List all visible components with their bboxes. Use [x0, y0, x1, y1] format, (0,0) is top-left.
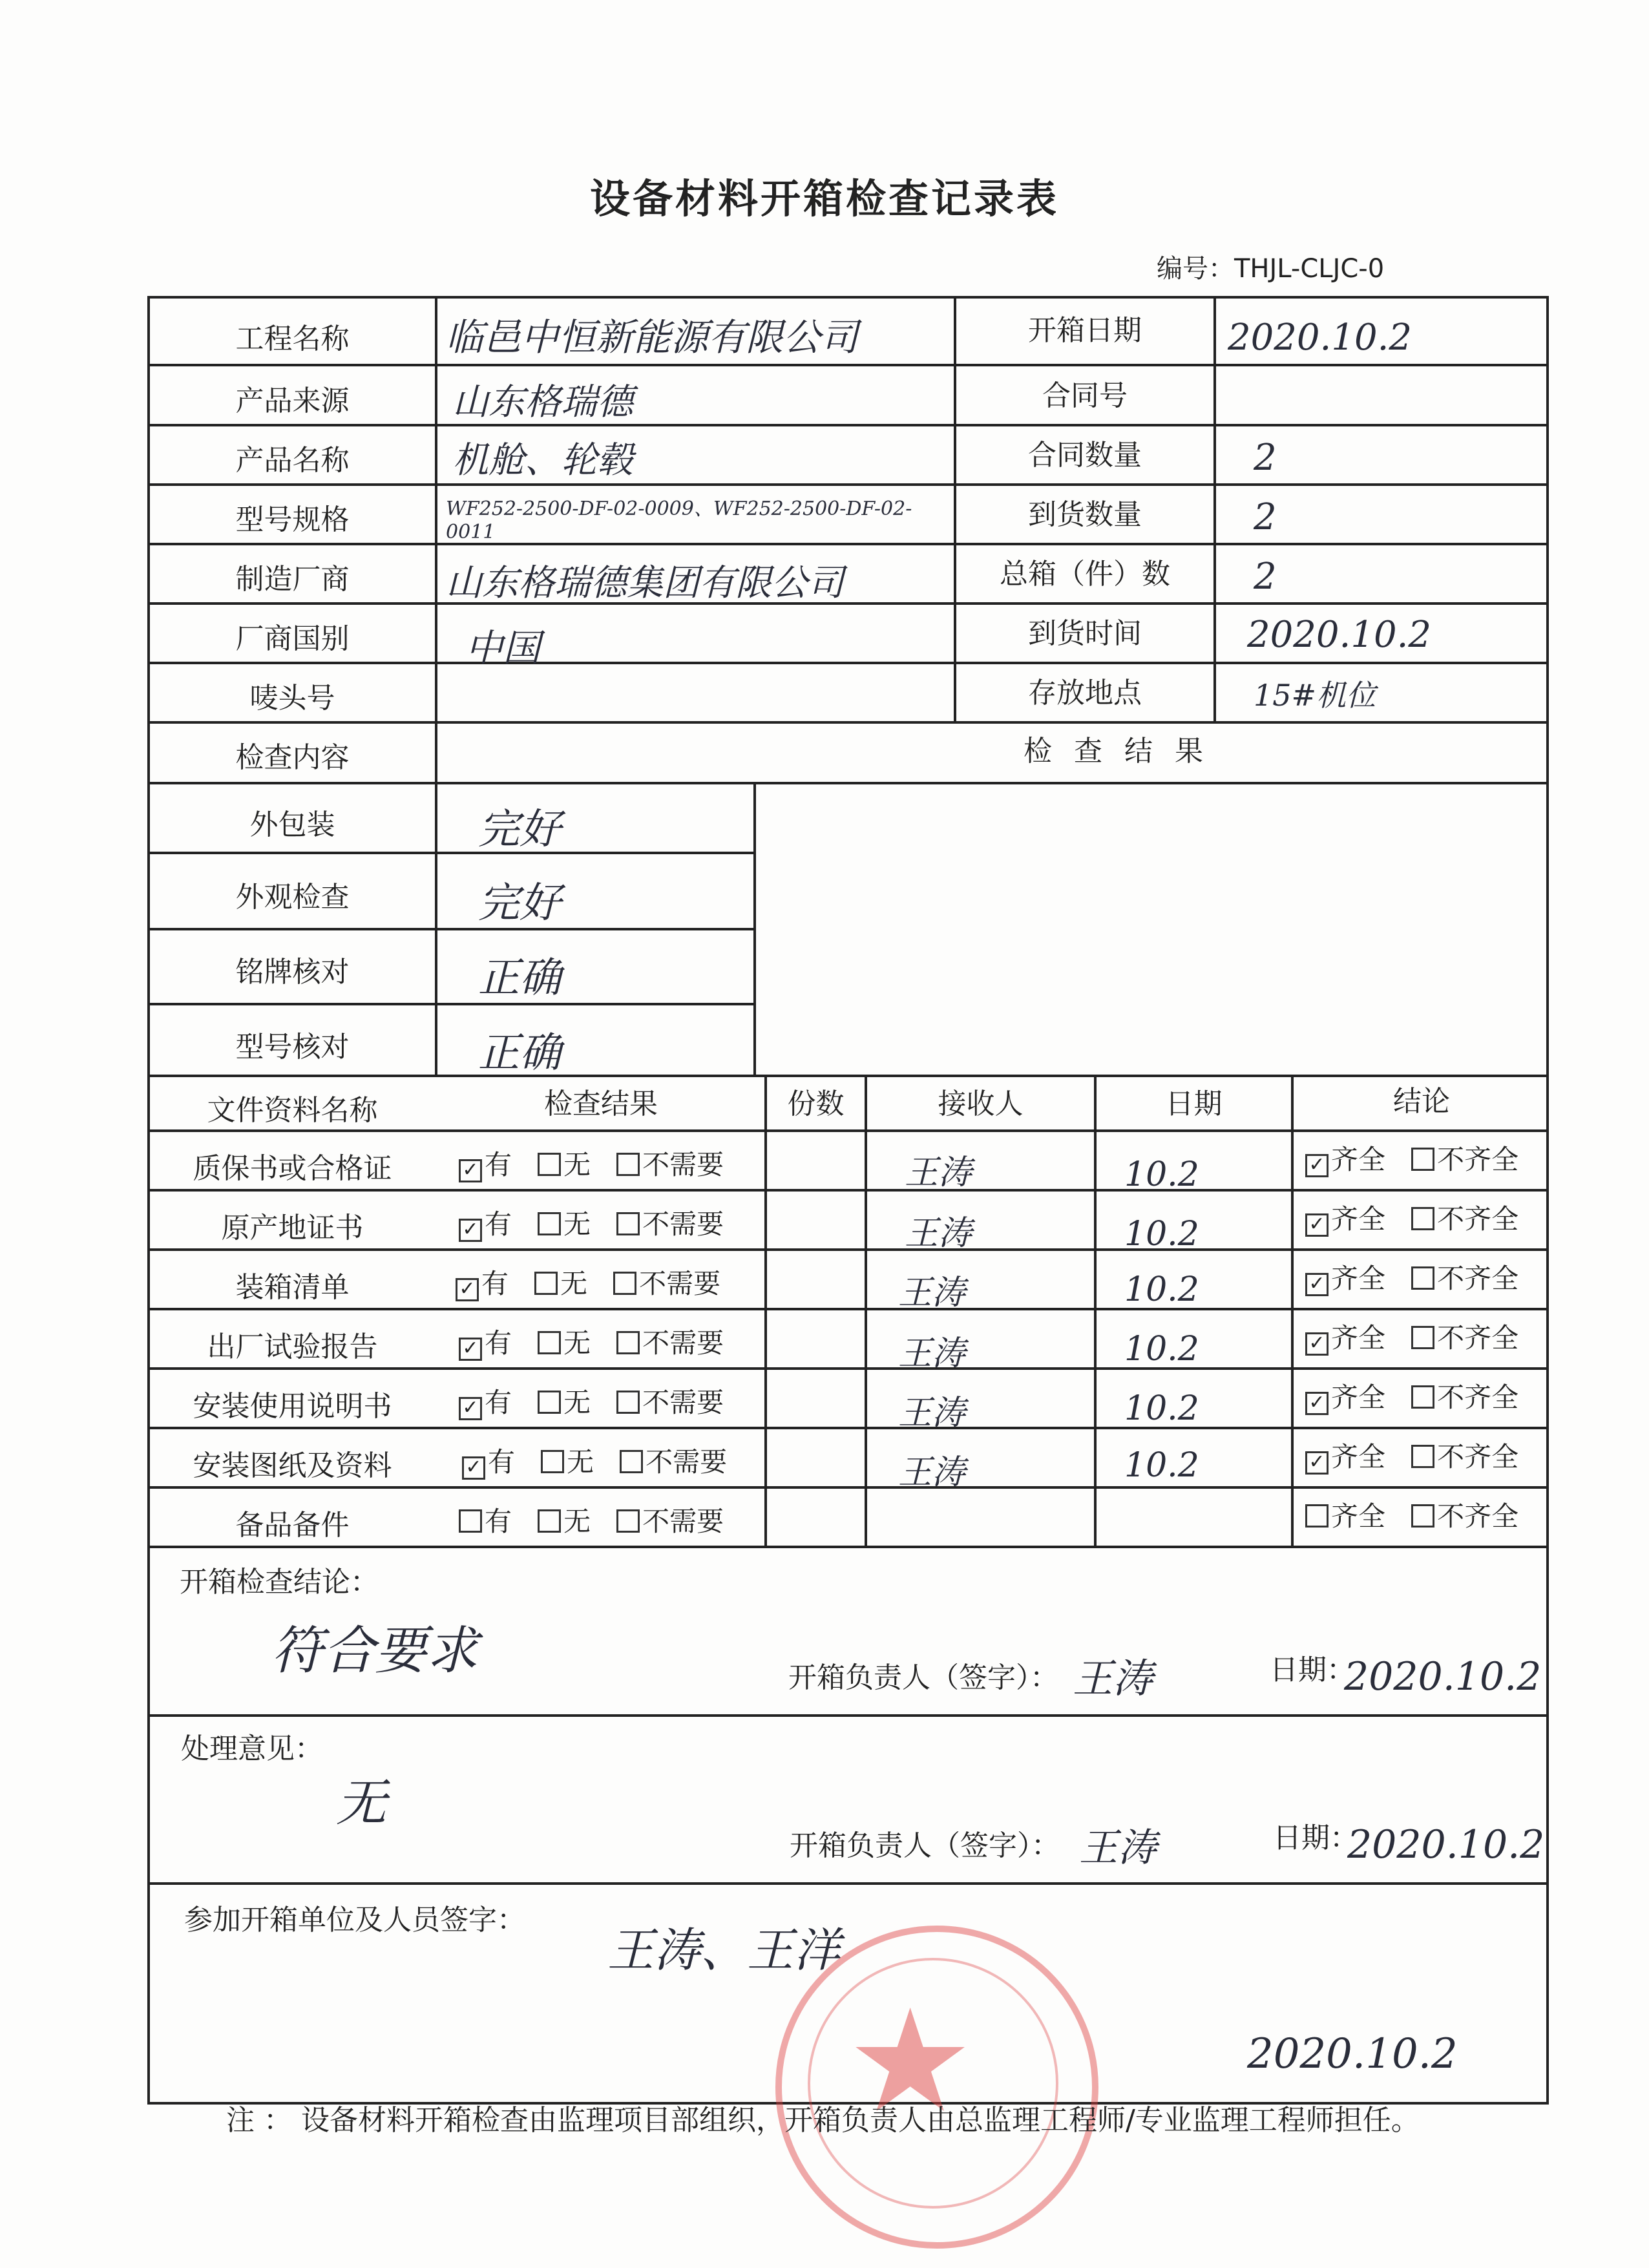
model-spec-label: 型号规格: [235, 503, 350, 536]
manufacturer-label: 制造厂商: [235, 563, 350, 596]
opinion-date-value: 2020.10.2: [1347, 1822, 1545, 1867]
doc-row-factory-test: 出厂试验报告: [207, 1330, 378, 1363]
participants-signatures: 王涛、王洋: [607, 1923, 841, 1977]
incomplete-checkbox[interactable]: [1411, 1266, 1434, 1290]
receiver-value: 王涛: [898, 1274, 966, 1312]
conclusion-date-value: 2020.10.2: [1344, 1654, 1542, 1699]
storage-location-label: 存放地点: [1028, 677, 1142, 709]
conclusion-options: ✓ 齐全 不齐全: [1305, 1376, 1518, 1415]
total-cases-label: 总箱（件）数: [1000, 558, 1170, 591]
none-checkbox[interactable]: [534, 1272, 558, 1295]
conclusion-options: ✓ 齐全 不齐全: [1305, 1317, 1518, 1356]
not-needed-checkbox[interactable]: [620, 1450, 643, 1473]
nameplate-check-value: 正确: [478, 954, 561, 1002]
doc-row-quality-cert: 质保书或合格证: [193, 1152, 392, 1185]
check-options: ✓ 有 无 不需要: [462, 1441, 727, 1480]
inspection-content-label: 检查内容: [235, 741, 350, 774]
doc-row-origin-cert: 原产地证书: [221, 1212, 364, 1244]
date-header: 日期: [1165, 1087, 1223, 1120]
check-options: ✓ 有 无 不需要: [459, 1381, 724, 1420]
arrival-time-label: 到货时间: [1028, 617, 1142, 650]
product-source-value: 山东格瑞德: [452, 381, 633, 423]
appearance-check-value: 完好: [478, 879, 561, 927]
complete-checkbox[interactable]: ✓: [1305, 1392, 1329, 1415]
seal-star-icon: ★: [846, 1979, 974, 2144]
not-needed-checkbox[interactable]: [616, 1212, 640, 1235]
opinion-signer-label: 开箱负责人（签字）：: [790, 1829, 1060, 1862]
have-checkbox[interactable]: ✓: [459, 1159, 482, 1182]
complete-checkbox[interactable]: ✓: [1305, 1213, 1329, 1237]
project-name-value: 临邑中恒新能源有限公司: [446, 315, 859, 359]
receiver-value: 王涛: [905, 1214, 972, 1253]
project-name-label: 工程名称: [235, 322, 350, 355]
conclusion-signer-label: 开箱负责人（签字）：: [788, 1661, 1058, 1694]
manufacturer-country-value: 中国: [465, 626, 541, 670]
have-checkbox[interactable]: ✓: [459, 1338, 482, 1361]
total-cases-value: 2: [1254, 556, 1277, 598]
complete-checkbox[interactable]: ✓: [1305, 1154, 1329, 1177]
arrival-time-value: 2020.10.2: [1247, 614, 1432, 656]
none-checkbox[interactable]: [538, 1391, 561, 1414]
none-checkbox[interactable]: [538, 1509, 561, 1533]
none-checkbox[interactable]: [541, 1450, 564, 1473]
opinion-signature: 王涛: [1079, 1825, 1157, 1871]
doc-row-install-drawings: 安装图纸及资料: [193, 1449, 392, 1482]
participants-date: 2020.10.2: [1247, 2030, 1458, 2078]
date-value: 10.2: [1124, 1389, 1199, 1428]
have-checkbox[interactable]: ✓: [459, 1219, 482, 1242]
check-result-header: 检查结果: [544, 1087, 658, 1120]
copies-header: 份数: [787, 1087, 845, 1120]
contract-quantity-label: 合同数量: [1028, 439, 1142, 472]
have-checkbox[interactable]: [459, 1509, 482, 1533]
doc-row-packing-list: 装箱清单: [235, 1271, 350, 1304]
have-checkbox[interactable]: ✓: [462, 1456, 485, 1480]
opinion-date-label: 日期：: [1273, 1822, 1358, 1854]
check-options: ✓ 有 无 不需要: [459, 1203, 724, 1242]
model-spec-value: WF252-2500-DF-02-0009、WF252-2500-DF-02-0011: [446, 498, 912, 543]
doc-row-spare-parts: 备品备件: [235, 1509, 350, 1542]
check-options: ✓ 有 无 不需要: [459, 1144, 724, 1182]
date-value: 10.2: [1124, 1215, 1199, 1254]
participants-label: 参加开箱单位及人员签字：: [184, 1904, 525, 1937]
conclusion-header: 结论: [1393, 1085, 1450, 1118]
product-name-value: 机舱、轮毂: [452, 439, 633, 481]
none-checkbox[interactable]: [538, 1212, 561, 1235]
check-options: ✓ 有 无 不需要: [456, 1263, 720, 1301]
company-seal: [775, 1926, 1098, 2249]
date-value: 10.2: [1124, 1270, 1199, 1309]
product-name-label: 产品名称: [235, 444, 350, 477]
date-value: 10.2: [1124, 1155, 1199, 1194]
storage-location-value: 15#机位: [1254, 678, 1376, 713]
not-needed-checkbox[interactable]: [616, 1153, 640, 1176]
conclusion-date-label: 日期：: [1270, 1654, 1355, 1686]
not-needed-checkbox[interactable]: [613, 1272, 636, 1295]
footer-note: 注 ： 设备材料开箱检查由监理项目部组织，开箱负责人由总监理工程师/专业监理工程师担任。: [226, 2104, 1420, 2137]
receiver-value: 王涛: [898, 1394, 966, 1433]
doc-row-install-manual: 安装使用说明书: [193, 1390, 392, 1423]
receiver-value: 王涛: [905, 1153, 972, 1192]
opinion-label: 处理意见：: [181, 1732, 323, 1765]
inspection-result-header: 检 查 结 果: [1024, 735, 1210, 768]
check-options: 有 无 不需要: [459, 1500, 724, 1539]
outer-packaging-value: 完好: [478, 806, 561, 854]
incomplete-checkbox[interactable]: [1411, 1504, 1434, 1528]
conclusion-value: 符合要求: [271, 1621, 478, 1681]
conclusion-options: 齐全 不齐全: [1305, 1495, 1518, 1534]
have-checkbox[interactable]: ✓: [459, 1397, 482, 1420]
model-check-value: 正确: [478, 1029, 561, 1077]
complete-checkbox[interactable]: [1305, 1504, 1329, 1528]
have-checkbox[interactable]: ✓: [456, 1278, 479, 1301]
form-title: 设备材料开箱检查记录表: [589, 175, 1059, 222]
conclusion-options: ✓ 齐全 不齐全: [1305, 1198, 1518, 1237]
receiver-value: 王涛: [898, 1453, 966, 1492]
conclusion-options: ✓ 齐全 不齐全: [1305, 1436, 1518, 1475]
incomplete-checkbox[interactable]: [1411, 1207, 1434, 1230]
document-number: 编号：THJL-CLJC-0: [1157, 254, 1385, 284]
delivered-quantity-value: 2: [1254, 496, 1277, 538]
conclusion-signature: 王涛: [1073, 1655, 1153, 1702]
contract-quantity-value: 2: [1254, 437, 1277, 479]
incomplete-checkbox[interactable]: [1411, 1385, 1434, 1409]
not-needed-checkbox[interactable]: [616, 1331, 640, 1354]
complete-checkbox[interactable]: ✓: [1305, 1273, 1329, 1296]
contract-number-label: 合同号: [1042, 379, 1128, 412]
outer-packaging-label: 外包装: [249, 808, 335, 841]
incomplete-checkbox[interactable]: [1411, 1445, 1434, 1468]
appearance-check-label: 外观检查: [235, 881, 350, 914]
nameplate-check-label: 铭牌核对: [235, 956, 350, 989]
complete-checkbox[interactable]: ✓: [1305, 1451, 1329, 1475]
check-options: ✓ 有 无 不需要: [459, 1322, 724, 1361]
conclusion-options: ✓ 齐全 不齐全: [1305, 1257, 1518, 1296]
incomplete-checkbox[interactable]: [1411, 1326, 1434, 1349]
delivered-quantity-label: 到货数量: [1028, 498, 1142, 531]
shipping-mark-label: 唛头号: [249, 682, 335, 715]
receiver-header: 接收人: [938, 1087, 1024, 1120]
date-value: 10.2: [1124, 1446, 1199, 1485]
unpacking-date-value: 2020.10.2: [1228, 317, 1413, 359]
conclusion-label: 开箱检查结论：: [180, 1566, 379, 1599]
none-checkbox[interactable]: [538, 1153, 561, 1176]
complete-checkbox[interactable]: ✓: [1305, 1332, 1329, 1356]
not-needed-checkbox[interactable]: [616, 1391, 640, 1414]
model-check-label: 型号核对: [235, 1031, 350, 1064]
manufacturer-country-label: 厂商国别: [235, 622, 350, 655]
none-checkbox[interactable]: [538, 1331, 561, 1354]
unpacking-date-label: 开箱日期: [1028, 314, 1142, 347]
doc-name-header: 文件资料名称: [207, 1094, 378, 1127]
incomplete-checkbox[interactable]: [1411, 1148, 1434, 1171]
manufacturer-value: 山东格瑞德集团有限公司: [446, 562, 844, 604]
conclusion-options: ✓ 齐全 不齐全: [1305, 1139, 1518, 1177]
date-value: 10.2: [1124, 1330, 1199, 1369]
receiver-value: 王涛: [898, 1334, 966, 1373]
not-needed-checkbox[interactable]: [616, 1509, 640, 1533]
opinion-value: 无: [336, 1774, 387, 1832]
product-source-label: 产品来源: [235, 384, 350, 417]
